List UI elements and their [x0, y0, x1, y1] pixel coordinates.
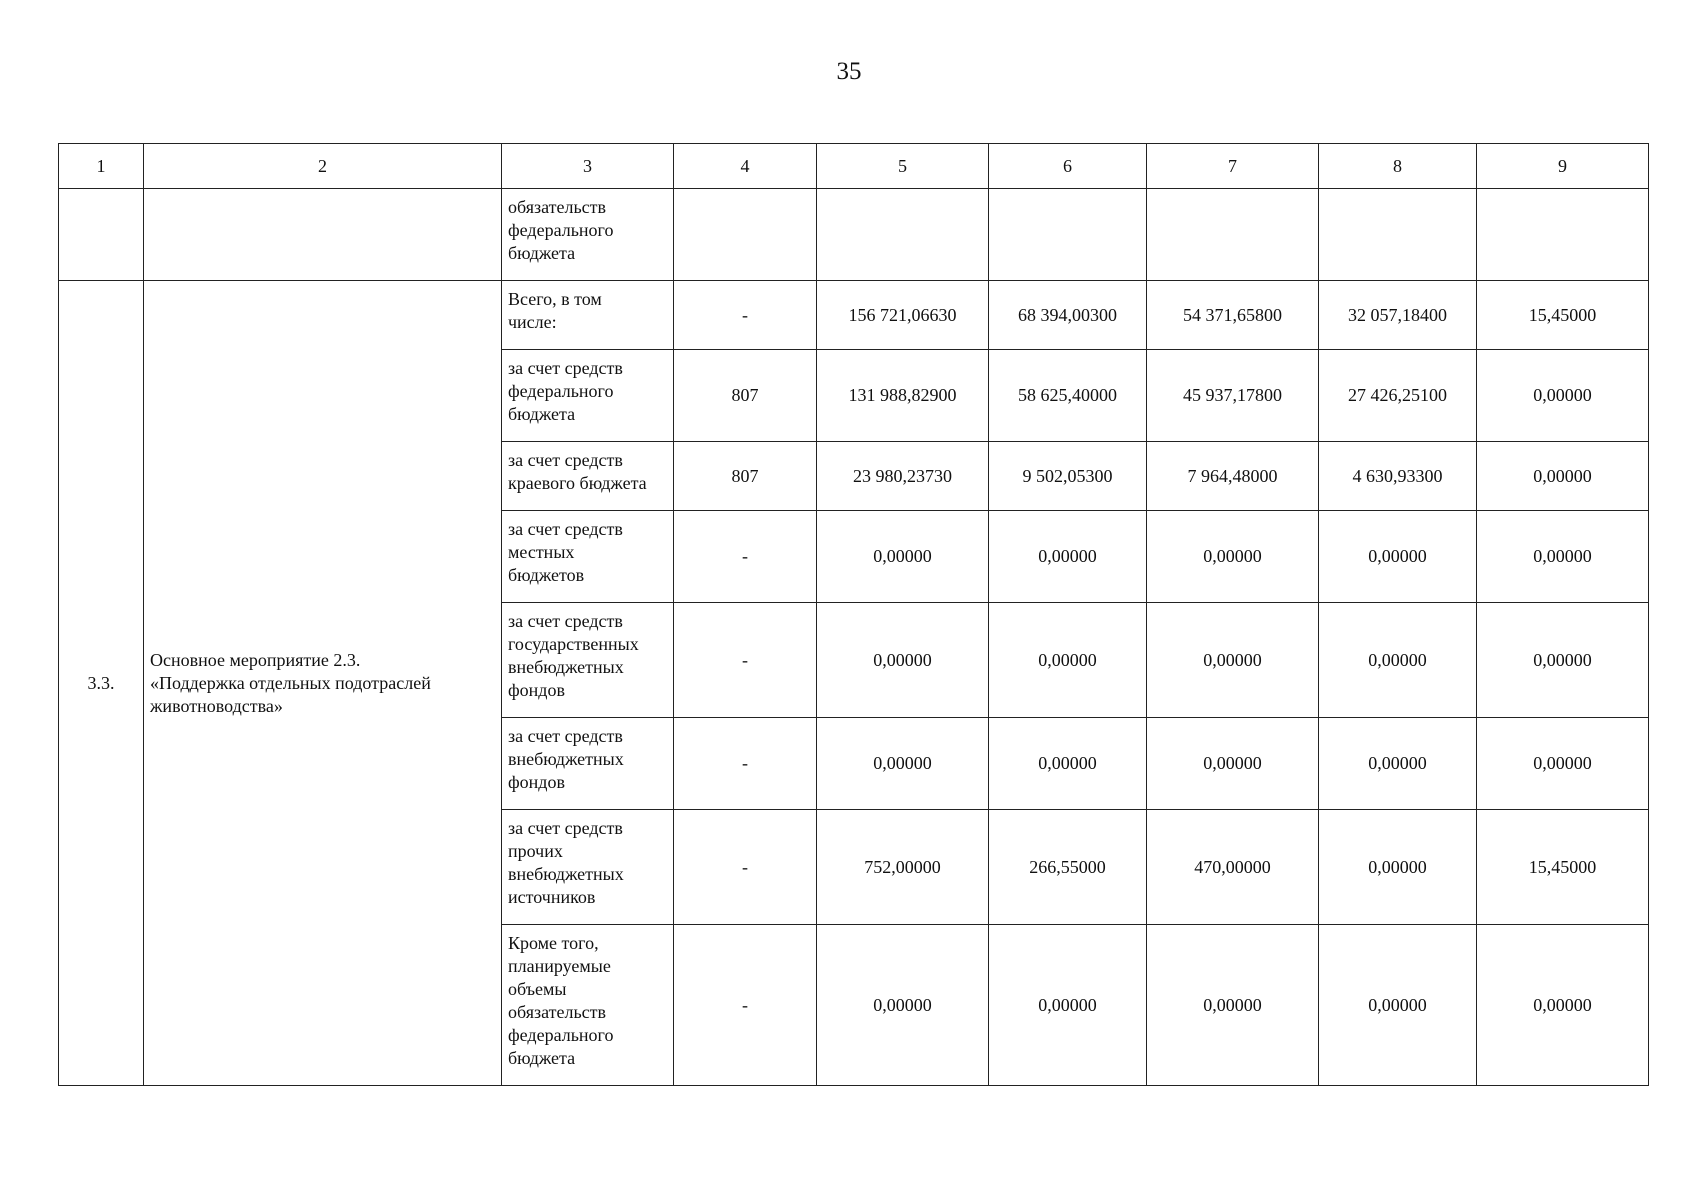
value-cell: 131 988,82900	[817, 350, 989, 442]
funding-source-cell	[502, 511, 674, 603]
budget-code-cell: -	[674, 281, 817, 350]
budget-table	[58, 143, 1649, 1086]
value-cell: 15,45000	[1477, 810, 1649, 925]
funding-source-cell	[502, 442, 674, 511]
column-number: 9	[1477, 144, 1649, 189]
value-cell: 0,00000	[989, 603, 1147, 718]
funding-source-text: за счет средств федерального бюджета	[508, 358, 623, 424]
funding-source-text: за счет средств краевого бюджета	[508, 450, 647, 493]
item-name-cell	[144, 281, 502, 1086]
funding-source-cell	[502, 718, 674, 810]
carryover-cell	[817, 189, 989, 281]
value-cell: 0,00000	[1147, 511, 1319, 603]
value-cell: 470,00000	[1147, 810, 1319, 925]
value-cell: 0,00000	[817, 718, 989, 810]
value-cell: 23 980,23730	[817, 442, 989, 511]
carryover-source-cell	[502, 189, 674, 281]
value-cell: 0,00000	[1147, 925, 1319, 1086]
value-cell: 0,00000	[817, 511, 989, 603]
value-cell: 9 502,05300	[989, 442, 1147, 511]
funding-source-cell	[502, 810, 674, 925]
budget-code-cell: -	[674, 603, 817, 718]
value-cell: 0,00000	[1319, 603, 1477, 718]
value-cell: 0,00000	[1477, 603, 1649, 718]
value-cell: 0,00000	[1319, 925, 1477, 1086]
funding-source-cell	[502, 350, 674, 442]
budget-code-cell: -	[674, 718, 817, 810]
column-number: 2	[144, 144, 502, 189]
budget-code-cell: -	[674, 925, 817, 1086]
column-number: 8	[1319, 144, 1477, 189]
value-cell: 156 721,06630	[817, 281, 989, 350]
funding-source-text: Всего, в том числе:	[508, 289, 602, 332]
carryover-cell	[59, 189, 144, 281]
value-cell: 0,00000	[1477, 925, 1649, 1086]
funding-source-cell	[502, 281, 674, 350]
carryover-cell	[144, 189, 502, 281]
value-cell: 0,00000	[1477, 718, 1649, 810]
value-cell: 0,00000	[1319, 718, 1477, 810]
column-number: 3	[502, 144, 674, 189]
budget-code-cell: 807	[674, 350, 817, 442]
value-cell: 0,00000	[1319, 810, 1477, 925]
column-number: 1	[59, 144, 144, 189]
value-cell: 15,45000	[1477, 281, 1649, 350]
carryover-source-text: обязательств федерального бюджета	[508, 197, 614, 263]
value-cell: 0,00000	[1477, 442, 1649, 511]
value-cell: 0,00000	[1477, 350, 1649, 442]
value-cell: 0,00000	[989, 925, 1147, 1086]
carryover-cell	[1147, 189, 1319, 281]
value-cell: 45 937,17800	[1147, 350, 1319, 442]
column-number: 4	[674, 144, 817, 189]
carryover-cell	[1319, 189, 1477, 281]
value-cell: 58 625,40000	[989, 350, 1147, 442]
value-cell: 266,55000	[989, 810, 1147, 925]
funding-source-text: за счет средств государственных внебюджетных фондов	[508, 611, 639, 700]
column-number: 7	[1147, 144, 1319, 189]
value-cell: 0,00000	[989, 511, 1147, 603]
funding-source-text: за счет средств прочих внебюджетных источников	[508, 818, 624, 907]
item-number-cell: 3.3.	[59, 281, 144, 1086]
value-cell: 27 426,25100	[1319, 350, 1477, 442]
value-cell: 7 964,48000	[1147, 442, 1319, 511]
value-cell: 32 057,18400	[1319, 281, 1477, 350]
budget-code-cell: -	[674, 810, 817, 925]
column-number-row	[59, 144, 1649, 189]
item-name-text: Основное мероприятие 2.3. «Поддержка отдельных подотраслей животноводства»	[150, 649, 431, 716]
carryover-cell	[989, 189, 1147, 281]
value-cell: 0,00000	[1147, 603, 1319, 718]
carryover-cell	[1477, 189, 1649, 281]
funding-source-text: Кроме того, планируемые объемы обязательств федерального бюджета	[508, 933, 614, 1068]
column-number: 5	[817, 144, 989, 189]
funding-source-cell	[502, 603, 674, 718]
value-cell: 0,00000	[817, 603, 989, 718]
carryover-cell	[674, 189, 817, 281]
page-number: 35	[836, 58, 862, 85]
value-cell: 68 394,00300	[989, 281, 1147, 350]
value-cell: 54 371,65800	[1147, 281, 1319, 350]
table-row	[59, 281, 1649, 350]
value-cell: 0,00000	[1319, 511, 1477, 603]
value-cell: 0,00000	[989, 718, 1147, 810]
value-cell: 0,00000	[1477, 511, 1649, 603]
budget-code-cell: -	[674, 511, 817, 603]
column-number: 6	[989, 144, 1147, 189]
value-cell: 0,00000	[1147, 718, 1319, 810]
funding-source-text: за счет средств внебюджетных фондов	[508, 726, 624, 792]
budget-code-cell: 807	[674, 442, 817, 511]
carryover-row	[59, 189, 1649, 281]
funding-source-text: за счет средств местных бюджетов	[508, 519, 623, 585]
funding-source-cell	[502, 925, 674, 1086]
value-cell: 0,00000	[817, 925, 989, 1086]
value-cell: 752,00000	[817, 810, 989, 925]
value-cell: 4 630,93300	[1319, 442, 1477, 511]
